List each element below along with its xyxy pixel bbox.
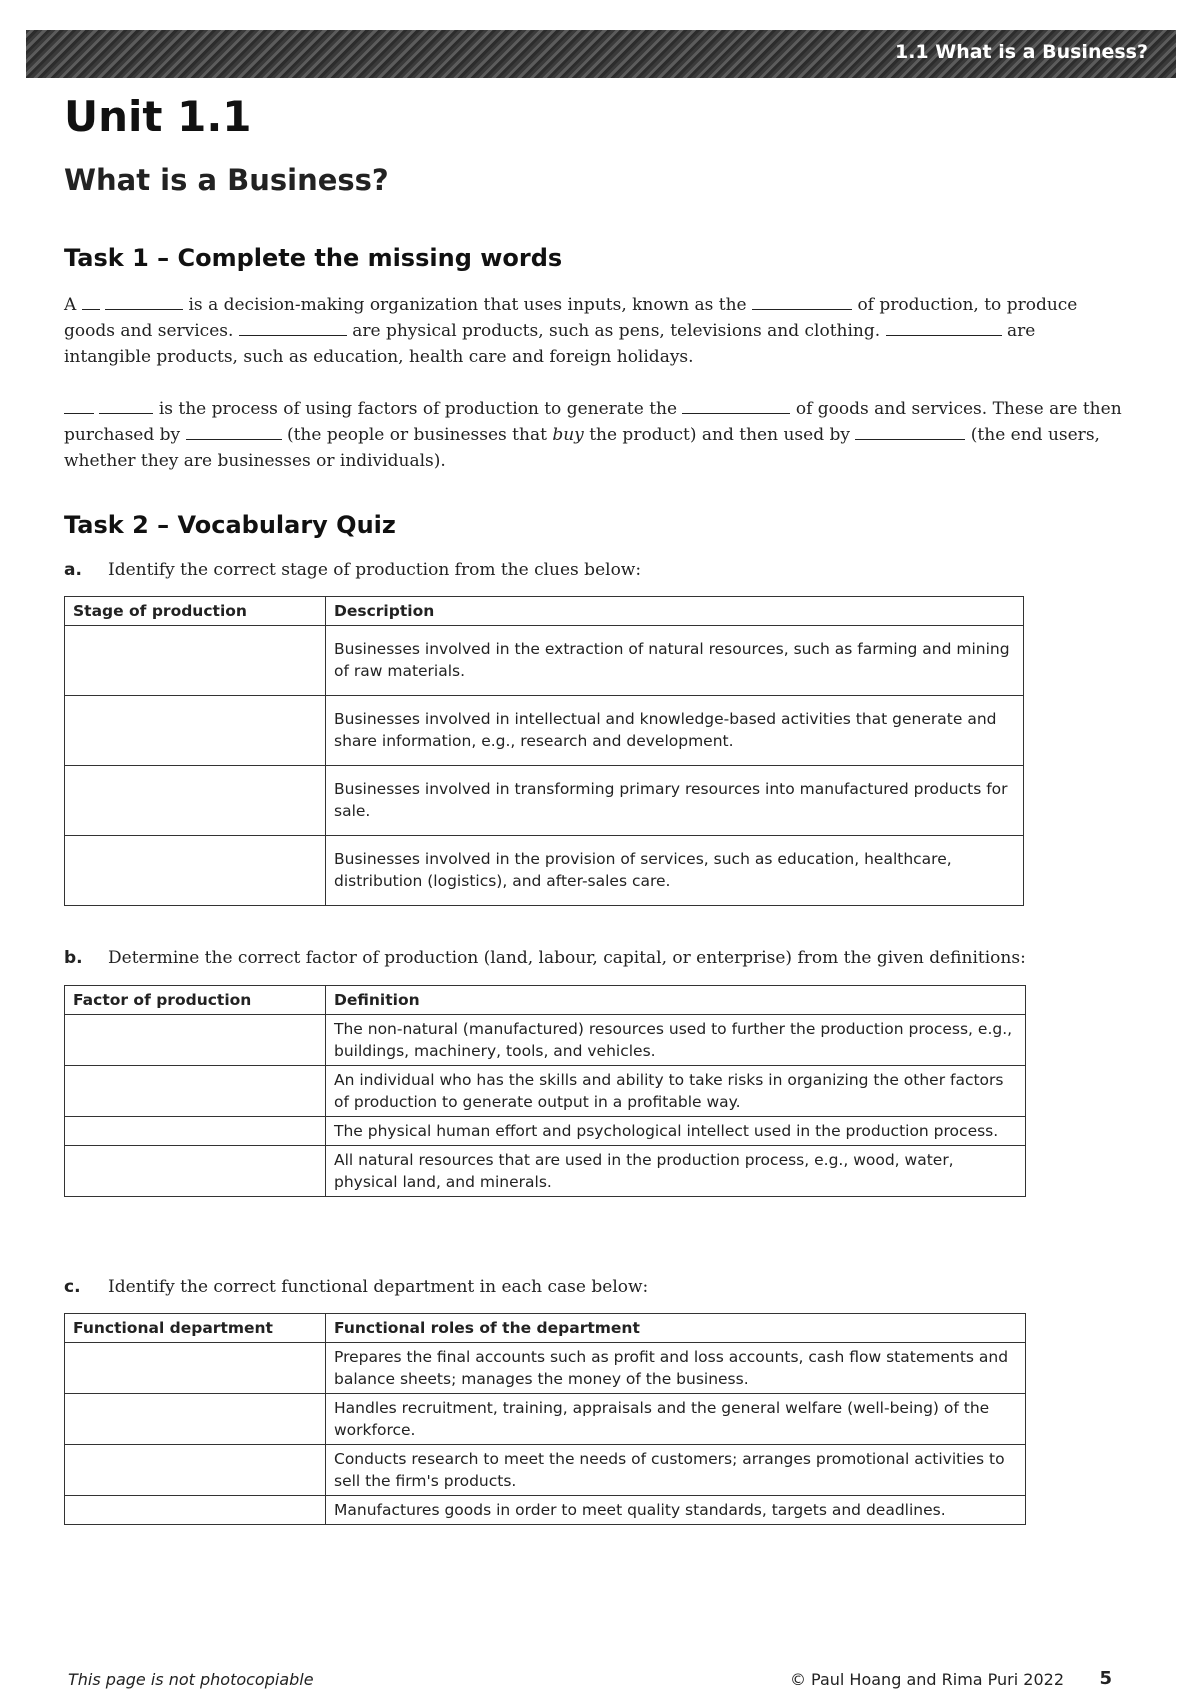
answer-cell[interactable] [65,1146,326,1197]
task2-heading: Task 2 – Vocabulary Quiz [64,511,396,539]
answer-cell[interactable] [65,1343,326,1394]
answer-blank[interactable] [239,320,347,336]
table-row [65,1343,1026,1394]
table-header: Definition [326,986,1026,1015]
answer-blank[interactable] [855,424,965,440]
answer-blank[interactable] [105,294,183,310]
task1-text: are intangible products, such as education, health care and foreign holidays. [64,321,1036,367]
answer-blank[interactable] [752,294,852,310]
quiz-b-instruction [64,948,1026,968]
description-cell: Businesses involved in the extraction of natural resources, such as farming and mining of raw materials. [326,626,1024,696]
table-row [65,836,1024,906]
answer-cell[interactable] [65,626,326,696]
task1-emphasis: buy [552,425,584,445]
answer-blank[interactable] [64,398,94,414]
section-title: 1.1 What is a Business? [894,41,1148,63]
table-header: Factor of production [65,986,326,1015]
table-header: Stage of production [65,597,326,626]
answer-blank[interactable] [82,294,100,310]
description-cell: Businesses involved in the provision of services, such as education, healthcare, distribution (logistics), and after-sales care. [326,836,1024,906]
answer-cell[interactable] [65,766,326,836]
definition-cell: The physical human effort and psychological intellect used in the production process. [326,1117,1026,1146]
role-cell: Conducts research to meet the needs of customers; arranges promotional activities to sell the firm's products. [326,1445,1026,1496]
task1-text: is a decision-making organization that uses inputs, known as the [188,295,747,315]
page-title: What is a Business? [64,163,389,197]
task1-heading: Task 1 – Complete the missing words [64,244,563,272]
role-cell: Handles recruitment, training, appraisals and the general welfare (well-being) of the workforce. [326,1394,1026,1445]
table-header: Functional roles of the department [326,1314,1026,1343]
definition-cell: An individual who has the skills and ability to take risks in organizing the other factors of production to generate output in a profitable way. [326,1066,1026,1117]
table-row [65,1117,1026,1146]
task1-text: A [64,295,77,315]
table-header: Description [326,597,1024,626]
answer-cell[interactable] [65,1394,326,1445]
quiz-a-text: Identify the correct stage of production from the clues below: [108,560,642,580]
answer-cell[interactable] [65,1445,326,1496]
quiz-c-label: c. [64,1277,81,1297]
quiz-a-label: a. [64,560,82,580]
header-bar [26,30,1176,78]
table-row [65,1394,1026,1445]
description-cell: Businesses involved in transforming primary resources into manufactured products for sale. [326,766,1024,836]
quiz-b-label: b. [64,948,83,968]
answer-cell[interactable] [65,1117,326,1146]
task1-paragraph-2 [64,396,1124,474]
task1-paragraph-1 [64,292,1124,370]
table-header: Functional department [65,1314,326,1343]
task1-text: is the process of using factors of production to generate the [158,399,678,419]
quiz-c-text: Identify the correct functional department in each case below: [108,1277,649,1297]
page-number: 5 [1099,1668,1112,1689]
table-row [65,626,1024,696]
task1-text: are physical products, such as pens, televisions and clothing. [352,321,881,341]
answer-cell[interactable] [65,836,326,906]
table-row [65,1146,1026,1197]
definition-cell: All natural resources that are used in the production process, e.g., wood, water, physical land, and minerals. [326,1146,1026,1197]
copyright: © Paul Hoang and Rima Puri 2022 [789,1670,1064,1689]
definition-cell: The non-natural (manufactured) resources used to further the production process, e.g., buildings, machinery, tools, and vehicles. [326,1015,1026,1066]
table-row [65,696,1024,766]
answer-blank[interactable] [886,320,1002,336]
description-cell: Businesses involved in intellectual and knowledge-based activities that generate and share information, e.g., research and development. [326,696,1024,766]
table-row [65,766,1024,836]
functional-department-table [64,1313,1026,1525]
role-cell: Prepares the final accounts such as profit and loss accounts, cash flow statements and balance sheets; manages the money of the business. [326,1343,1026,1394]
answer-cell[interactable] [65,1015,326,1066]
quiz-a-instruction [64,560,641,580]
task1-text: the product) and then used by [589,425,850,445]
table-row [65,1445,1026,1496]
answer-blank[interactable] [682,398,790,414]
role-cell: Manufactures goods in order to meet quality standards, targets and deadlines. [326,1496,1026,1525]
task1-text: of production, to produce goods and services. [64,295,1078,341]
answer-blank[interactable] [99,398,153,414]
answer-cell[interactable] [65,1496,326,1525]
unit-title: Unit 1.1 [64,92,252,141]
answer-blank[interactable] [186,424,282,440]
photocopy-notice: This page is not photocopiable [68,1670,314,1689]
quiz-c-instruction [64,1277,648,1297]
table-row [65,1496,1026,1525]
table-row [65,1015,1026,1066]
answer-cell[interactable] [65,1066,326,1117]
task1-text: of goods and services. These are then purchased by [64,399,1122,445]
answer-cell[interactable] [65,696,326,766]
task1-text: (the people or businesses that [286,425,547,445]
task1-text: (the end users, whether they are businesses or individuals). [64,425,1100,471]
stage-of-production-table [64,596,1024,906]
factor-of-production-table [64,985,1026,1197]
table-row [65,1066,1026,1117]
quiz-b-text: Determine the correct factor of production (land, labour, capital, or enterprise) from the given definitions: [108,948,1026,968]
